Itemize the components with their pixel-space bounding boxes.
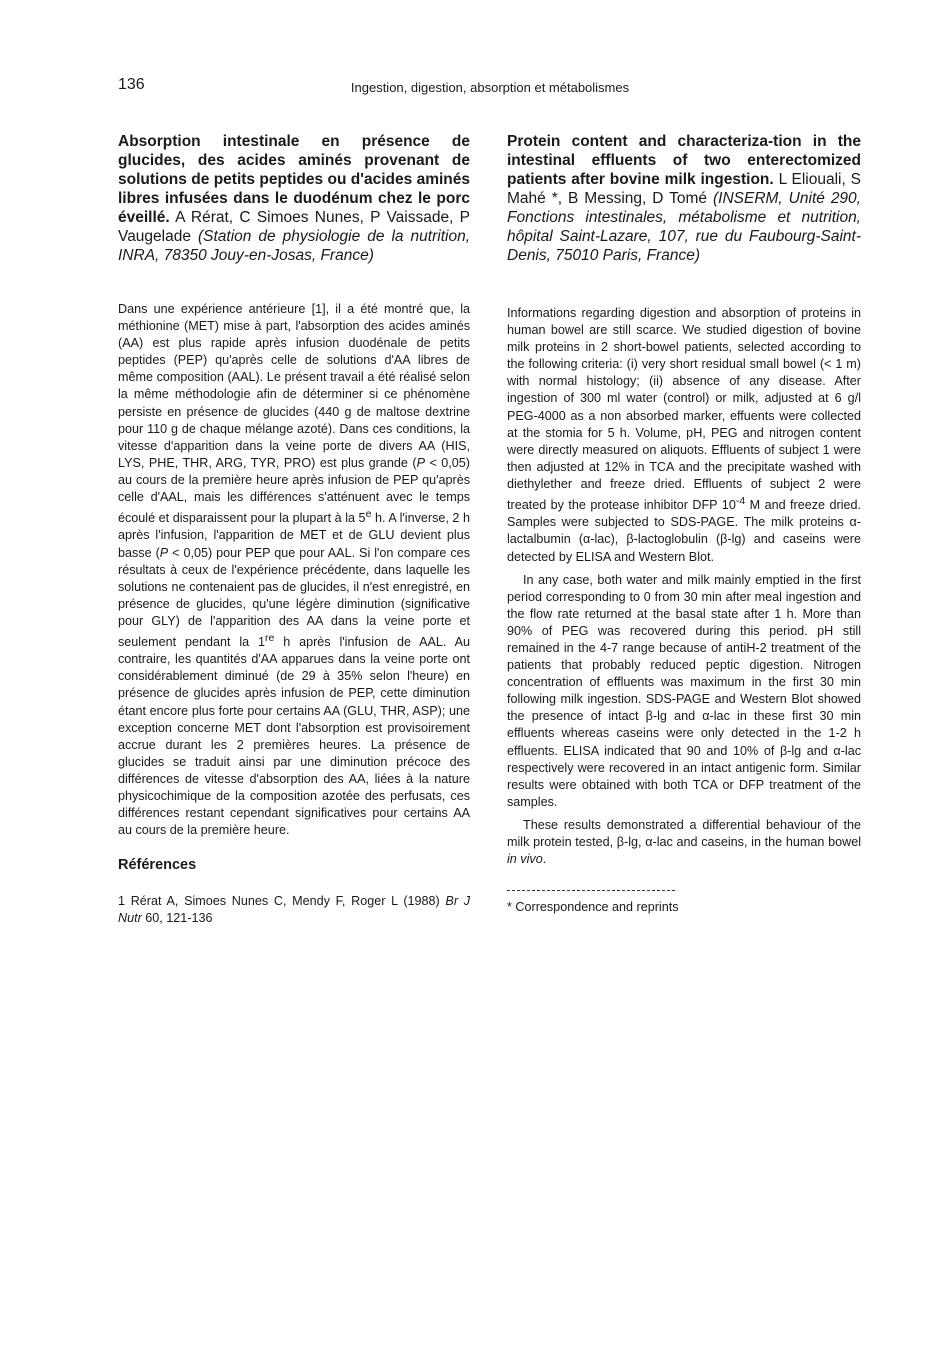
left-text-2: < 0,05) au cours de la première heure après infusion de PEP qu'après celle d'AAL, mais les différences s'atténuent avec le temps écoulé et disparaissent pour la plupart à la 5 <box>118 455 470 526</box>
left-column <box>118 132 470 927</box>
p-value-symbol: P <box>159 545 169 560</box>
footnote-divider <box>507 890 675 891</box>
right-affiliation: (INSERM, Unité 290, Fonctions intestinales, métabolisme et nutrition, hôpital Saint-Lazare, 107, rue du Faubourg-Saint-Denis, 75010 Paris, France) <box>507 190 861 264</box>
footnote: * Correspondence and reprints <box>507 900 679 915</box>
left-text-5: h après l'infusion de AAL. Au contraire, les quantités d'AA apparues dans la veine porte ont considérablement diminué (de 29 à 35% selon l'heure) en présence de glucides après infusion de PEP, cette diminution étant encore plus forte pour certains AA (GLU, THR, ASP); une exception concerne MET dont l'absorption est provisoirement accrue durant les 2 premières heures. La présence de glucides se traduit ainsi par une diminution précoce des différences de vitesse d'absorption des AA, liées à la nature physicochimique de la composition azotée des perfusats, ces différences restant cependant significatives pour certains AA au cours de la première heure. <box>118 635 470 838</box>
superscript: -4 <box>735 495 746 508</box>
references-heading: Références <box>118 857 197 874</box>
left-title: Absorption intestinale en présence de glucides, des acides aminés provenant de solutions de petits peptides ou d'acides aminés libres infusées dans le duodénum chez le porc éveillé. <box>118 133 470 226</box>
reference-text: 1 Rérat A, Simoes Nunes C, Mendy F, Roger L (1988) <box>118 894 446 909</box>
right-title: Protein content and characteriza-tion in the intestinal effluents of two enterectomized patients after bovine milk ingestion. <box>507 133 861 188</box>
left-text-3: h. A l'inverse, 2 h après l'infusion, l'apparition de MET et de GLU devient plus basse ( <box>118 511 470 560</box>
reference-volume: 60, 121-136 <box>141 911 213 926</box>
right-text-1: Informations regarding digestion and absorption of proteins in human bowel are still scarce. We studied digestion of bovine milk proteins in 2 short-bowel patients, selected according to the following criteria: (i) very short residual small bowel (< 1 m) with normal histology; (ii) absence of any disease. After ingestion of 300 ml water (control) or milk, adjusted at 6 g/l PEG-4000 as a non absorbed marker, effuents were collected at the stomia for 5 h. Volume, pH, PEG and nitrogen content were directly measured on aliquots. Effluents of subject 1 were then adjusted at 12% in TCA and the precipitate washed with diethylether and freeze dried. Effluents of subject 2 were treated by the protease inhibitor DFP 10 <box>507 306 861 513</box>
reference-journal: Br J Nutr <box>118 894 471 926</box>
in-vivo-italic: in vivo <box>507 852 543 867</box>
right-paragraph-3 <box>507 817 861 868</box>
page-number: 136 <box>118 76 145 93</box>
right-paragraph-2: In any case, both water and milk mainly emptied in the first period corresponding to 0 from 30 min after meal ingestion and the flow rate returned at the basal state after 1 h. More than 90% of PEG was recovered during this period. pH still remained in the 4-7 range because of antiH-2 treatment of the patients that probably reduced peptic digestion. Nitrogen concentration of effluents was maximum in the first 30 min following milk ingestion. SDS-PAGE and Western Blot showed the presence of intact β-lg and α-lac in these first 30 min effluents whereas caseins were only detected in the 1-2 h effluents. ELISA indicated that 90 and 10% of β-lg and α-lac respectively were recovered in an intact antigenic form. Similar results were obtained with both TCA or DFP treatment of the samples. <box>507 572 861 809</box>
left-paragraph <box>118 301 470 839</box>
running-head: Ingestion, digestion, absorption et métabolismes <box>350 80 630 95</box>
p-value-symbol: P <box>416 455 425 470</box>
left-text-1: Dans une expérience antérieure [1], il a été montré que, la méthionine (MET) mise à part, l'absorption des acides aminés (AA) est plus rapide après infusion duodénale de petits peptides (PEP) qu'après celle de solutions d'AA libres de même composition (AAL). Le présent travail a été réalisé selon la même méthodologie afin de déterminer si ce phénomène persiste en présence de glucides (440 g de maltose dextrine pour 110 g de chaque mélange azoté). Dans ces conditions, la vitesse d'apparition dans la veine porte de divers AA (HIS, LYS, PHE, THR, ARG, TYR, PRO) est plus grande ( <box>118 302 470 470</box>
right-paragraph-1 <box>507 305 861 566</box>
reference-item <box>118 893 470 927</box>
superscript: re <box>265 631 275 644</box>
left-abstract-heading <box>118 132 470 265</box>
right-abstract-heading <box>507 132 861 265</box>
right-text-3: These results demonstrated a differential behaviour of the milk protein tested, β-lg, α-lac and caseins, in the human bowel <box>507 817 861 849</box>
right-text-4: . <box>542 852 547 867</box>
left-text-4: < 0,05) pour PEP que pour AAL. Si l'on compare ces résultats à ceux de l'expérience précédente, dans laquelle les solutions ne contenaient pas de glucides, il n'est enregistré, en présence de glucides, qu'une légère diminution (significative pour GLY) de l'apparition des AA dans la veine porte et seulement pendant la 1 <box>118 545 470 650</box>
right-column <box>507 132 861 916</box>
right-authors: L Eliouali, S Mahé *, B Messing, D Tomé <box>507 171 861 207</box>
left-affiliation: (Station de physiologie de la nutrition, INRA, 78350 Jouy-en-Josas, France) <box>118 228 470 264</box>
left-authors: A Rérat, C Simoes Nunes, P Vaissade, P Vaugelade <box>118 209 470 245</box>
right-text-2: M and freeze dried. Samples were subjected to SDS-PAGE. The milk proteins α-lactalbumin (α-lac), β-lactoglobulin (β-lg) and caseins were detected by ELISA and Western Blot. <box>507 498 861 564</box>
superscript: e <box>365 508 372 521</box>
